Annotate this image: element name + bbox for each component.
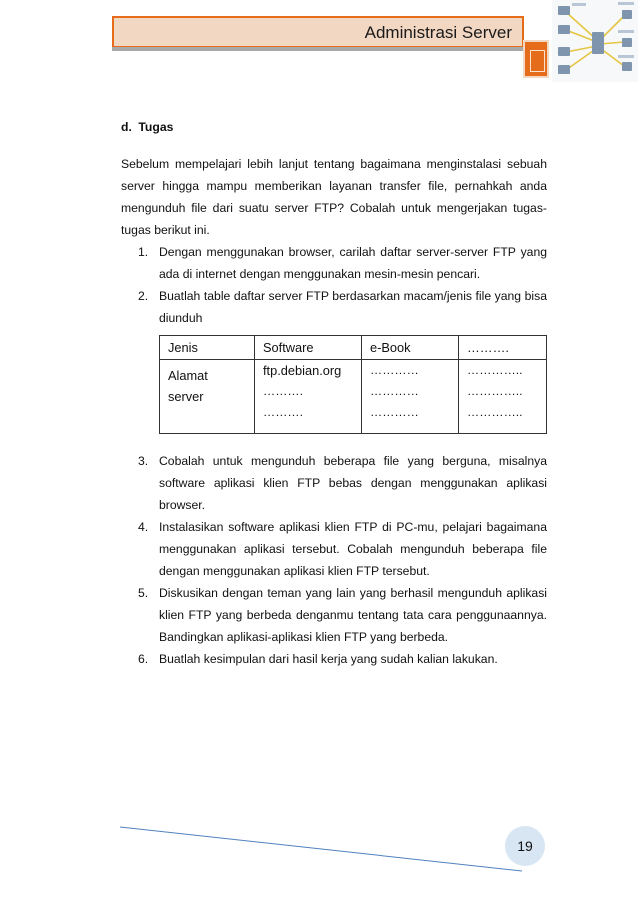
list-item: 6. Buatlah kesimpulan dari hasil kerja yang sudah kalian lakukan. <box>138 652 498 666</box>
section-title: Tugas <box>138 120 174 134</box>
table-cell: ………….. ………….. ………….. <box>459 360 547 434</box>
list-item: 1. Dengan menggunakan browser, carilah daftar server-server FTP yang ada di internet dengan menggunakan mesin-mesin pencari. <box>138 245 547 281</box>
list-item: 4. Instalasikan software aplikasi klien FTP di PC-mu, pelajari bagaimana menggunakan aplikasi tersebut. Cobalah mengunduh beberapa file dengan menggunakan aplikasi klien FTP tersebut. <box>138 520 547 578</box>
intro-paragraph: Sebelum mempelajari lebih lanjut tentang bagaimana menginstalasi sebuah server hingga mampu memberikan layanan transfer file, pernahkah anda mengunduh file dari suatu server FTP? Cobalah untuk mengerjakan tugas-tugas berikut ini. <box>121 157 547 237</box>
header-cell: Jenis <box>160 336 255 360</box>
header-cell: e-Book <box>362 336 459 360</box>
row-label-cell: Alamat server <box>160 360 255 434</box>
header-title: Administrasi Server <box>364 23 512 42</box>
section-letter: d. <box>121 120 132 134</box>
header-cell: ………. <box>459 336 547 360</box>
list-item: 2. Buatlah table daftar server FTP berdasarkan macam/jenis file yang bisa diunduh <box>138 289 547 325</box>
page-number: 19 <box>505 826 545 866</box>
list-item: 5. Diskusikan dengan teman yang lain yang berhasil mengunduh aplikasi klien FTP yang berbeda denganmu tentang tata cara penggunaannya. Bandingkan aplikasi-aplikasi klien FTP yang berbeda. <box>138 586 547 644</box>
list-item: 3. Cobalah untuk mengunduh beberapa file yang berguna, misalnya software aplikasi klien FTP bebas dengan menggunakan aplikasi browser. <box>138 454 547 512</box>
table-cell: ………… ………… ………… <box>362 360 459 434</box>
table-cell: ftp.debian.org ………. ………. <box>255 360 362 434</box>
header-cell: Software <box>255 336 362 360</box>
